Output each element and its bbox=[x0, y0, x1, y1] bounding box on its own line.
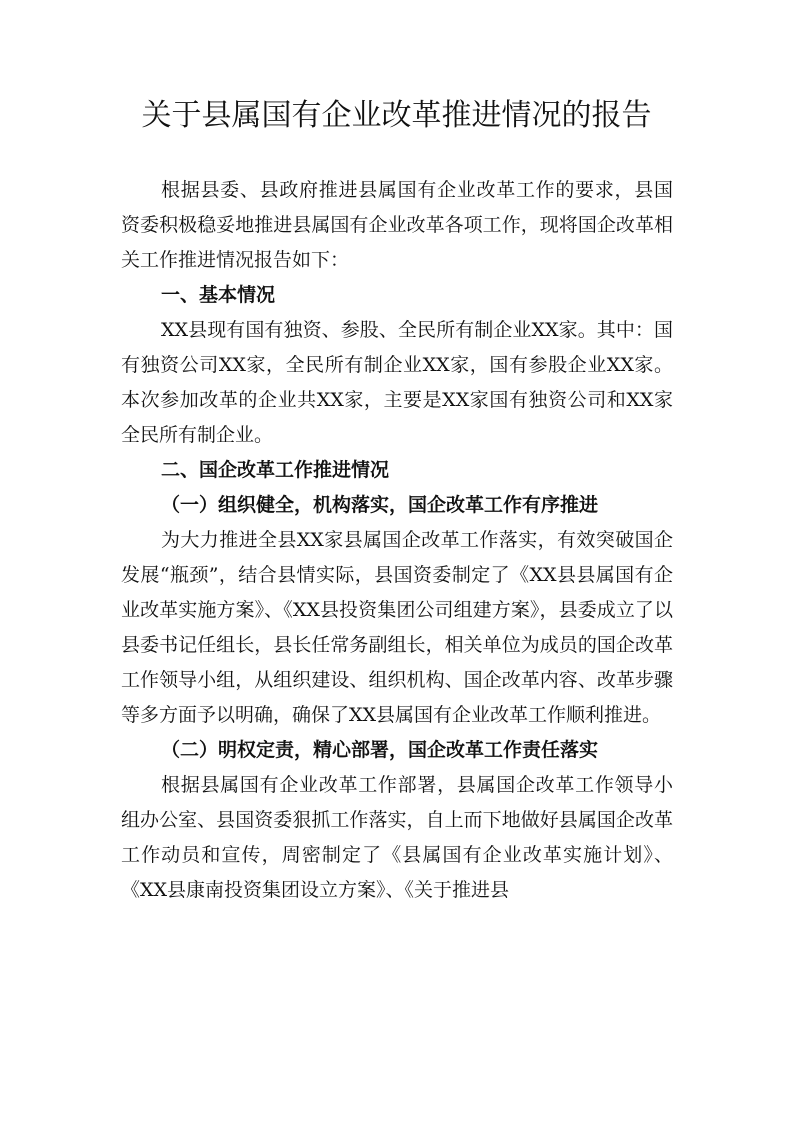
page-title: 关于县属国有企业改革推进情况的报告 bbox=[141, 98, 652, 133]
subsection-1-heading: （一）组织健全，机构落实，国企改革工作有序推进 bbox=[161, 494, 599, 516]
section-1-heading: 一、基本情况 bbox=[161, 284, 276, 306]
document-body bbox=[121, 173, 673, 908]
section-2-heading: 二、国企改革工作推进情况 bbox=[161, 459, 390, 481]
subsection-2-paragraph: 根据县属国有企业改革工作部署，县属国企改革工作领导小组办公室、县国资委狠抓工作落实，自上而下地做好县属国企改革工作动员和宣传，周密制定了《县属国有企业改革实施计划》、《XX县康南投资集团设立方案》、《关于推进县 bbox=[121, 774, 673, 901]
section-1-paragraph: XX县现有国有独资、参股、全民所有制企业XX家。其中：国有独资公司XX家，全民所有制企业XX家，国有参股企业XX家。本次参加改革的企业共XX家，主要是XX家国有独资公司和XX家全民所有制企业。 bbox=[121, 319, 673, 446]
subsection-1-paragraph: 为大力推进全县XX家县属国企改革工作落实，有效突破国企发展“瓶颈”，结合县情实际，县国资委制定了《XX县县属国有企业改革实施方案》、《XX县投资集团公司组建方案》，县委成立了以县委书记任组长，县长任常务副组长，相关单位为成员的国企改革工作领导小组，从组织建设、组织机构、国企改革内容、改革步骤等多方面予以明确，确保了XX县属国有企业改革工作顺利推进。 bbox=[121, 529, 673, 726]
subsection-2-heading: （二）明权定责，精心部署，国企改革工作责任落实 bbox=[161, 739, 599, 761]
intro-paragraph: 根据县委、县政府推进县属国有企业改革工作的要求，县国资委积极稳妥地推进县属国有企业改革各项工作，现将国企改革相关工作推进情况报告如下： bbox=[121, 179, 673, 271]
